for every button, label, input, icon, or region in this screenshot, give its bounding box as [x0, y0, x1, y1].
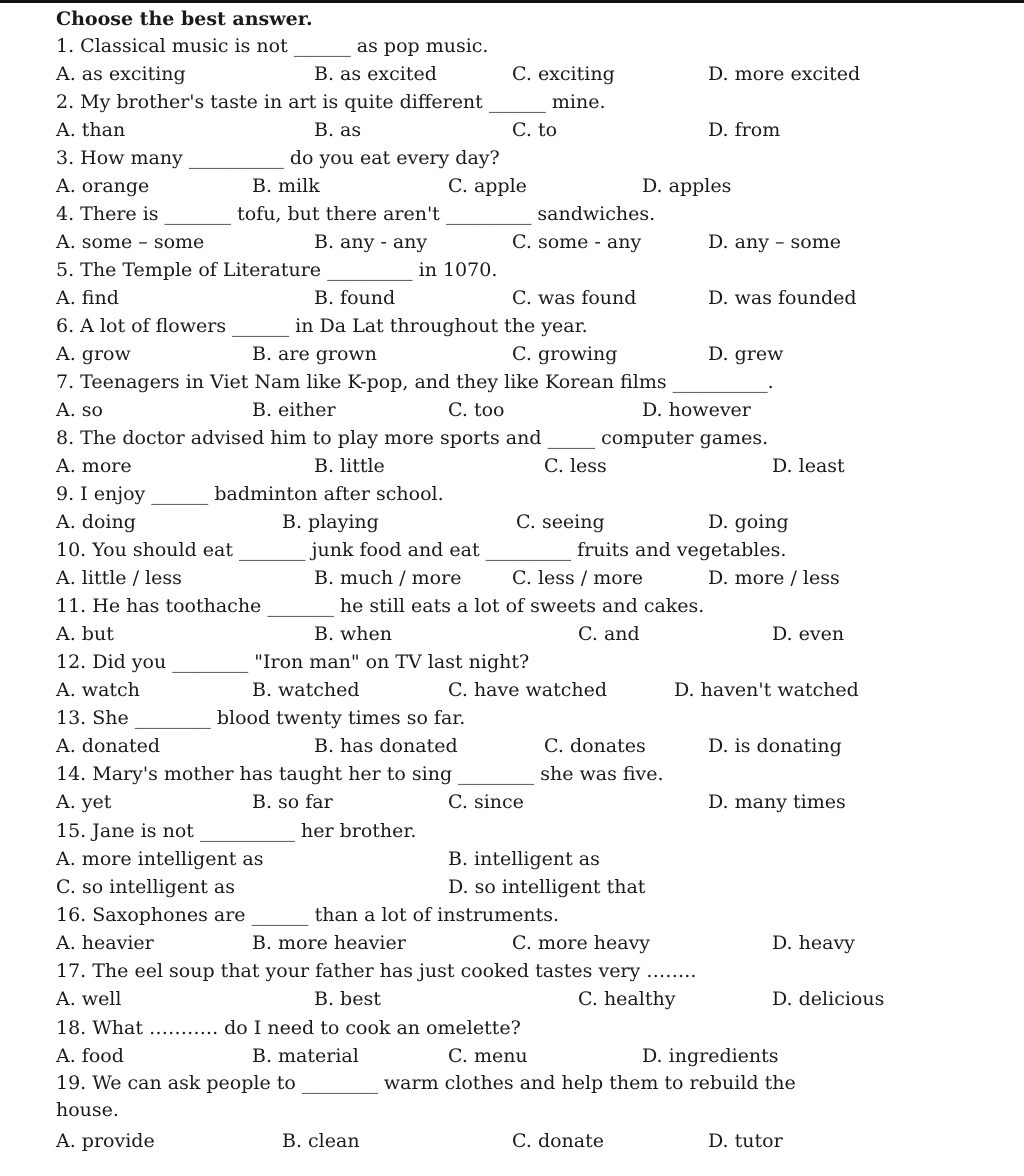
option-6d[interactable]: D. grew	[708, 343, 784, 365]
option-12d[interactable]: D. haven't watched	[674, 679, 859, 701]
option-15a[interactable]: A. more intelligent as	[56, 848, 264, 870]
option-14b[interactable]: B. so far	[252, 791, 333, 813]
question-17: 17. The eel soup that your father has just cooked tastes very ……..	[56, 960, 697, 982]
option-16c[interactable]: C. more heavy	[512, 932, 651, 954]
options-3	[56, 172, 986, 200]
option-18c[interactable]: C. menu	[448, 1045, 528, 1067]
option-18a[interactable]: A. food	[56, 1045, 124, 1067]
option-8b[interactable]: B. little	[314, 455, 385, 477]
question-18: 18. What ……….. do I need to cook an omelette?	[56, 1017, 521, 1039]
options-1	[56, 60, 986, 88]
question-7: 7. Teenagers in Viet Nam like K-pop, and they like Korean films __________.	[56, 371, 774, 393]
option-3b[interactable]: B. milk	[252, 175, 320, 197]
option-16b[interactable]: B. more heavier	[252, 932, 406, 954]
option-6b[interactable]: B. are grown	[252, 343, 377, 365]
option-18d[interactable]: D. ingredients	[642, 1045, 779, 1067]
options-18	[56, 1042, 986, 1070]
option-19c[interactable]: C. donate	[512, 1130, 604, 1152]
option-17b[interactable]: B. best	[314, 988, 381, 1010]
options-14	[56, 788, 986, 817]
question-5: 5. The Temple of Literature _________ in 1070.	[56, 259, 498, 281]
option-1b[interactable]: B. as excited	[314, 63, 437, 85]
option-13a[interactable]: A. donated	[56, 735, 161, 757]
option-14d[interactable]: D. many times	[708, 791, 846, 813]
option-5d[interactable]: D. was founded	[708, 287, 857, 309]
option-2d[interactable]: D. from	[708, 119, 781, 141]
option-13d[interactable]: D. is donating	[708, 735, 842, 757]
option-10b[interactable]: B. much / more	[314, 567, 462, 589]
option-3d[interactable]: D. apples	[642, 175, 732, 197]
option-2b[interactable]: B. as	[314, 119, 362, 141]
option-1a[interactable]: A. as exciting	[56, 63, 186, 85]
option-17d[interactable]: D. delicious	[772, 988, 885, 1010]
options-9	[56, 508, 986, 536]
question-3: 3. How many __________ do you eat every day?	[56, 147, 500, 169]
top-border	[0, 0, 1024, 3]
option-9b[interactable]: B. playing	[282, 511, 379, 533]
option-1c[interactable]: C. exciting	[512, 63, 615, 85]
option-9c[interactable]: C. seeing	[516, 511, 605, 533]
question-2: 2. My brother's taste in art is quite different ______ mine.	[56, 91, 606, 113]
question-1: 1. Classical music is not ______ as pop music.	[56, 35, 489, 57]
option-2a[interactable]: A. than	[56, 119, 126, 141]
option-15c[interactable]: C. so intelligent as	[56, 876, 235, 898]
options-13	[56, 732, 986, 760]
option-11d[interactable]: D. even	[772, 623, 845, 645]
options-4	[56, 228, 986, 256]
option-9a[interactable]: A. doing	[56, 511, 136, 533]
options-11	[56, 620, 986, 648]
option-5b[interactable]: B. found	[314, 287, 396, 309]
option-14a[interactable]: A. yet	[56, 791, 112, 813]
option-12a[interactable]: A. watch	[56, 679, 140, 701]
option-15d[interactable]: D. so intelligent that	[448, 876, 646, 898]
option-11a[interactable]: A. but	[56, 623, 114, 645]
question-9: 9. I enjoy ______ badminton after school.	[56, 483, 444, 505]
option-16a[interactable]: A. heavier	[56, 932, 154, 954]
question-12: 12. Did you ________ "Iron man" on TV last night?	[56, 651, 530, 673]
option-12b[interactable]: B. watched	[252, 679, 360, 701]
option-2c[interactable]: C. to	[512, 119, 558, 141]
options-2	[56, 116, 986, 144]
options-6	[56, 340, 986, 368]
worksheet	[56, 6, 986, 1155]
question-4: 4. There is _______ tofu, but there aren't _________ sandwiches.	[56, 203, 656, 225]
option-9d[interactable]: D. going	[708, 511, 789, 533]
option-4a[interactable]: A. some – some	[56, 231, 205, 253]
question-19: 19. We can ask people to ________ warm clothes and help them to rebuild the house.	[56, 1072, 796, 1121]
options-12	[56, 676, 986, 704]
question-14: 14. Mary's mother has taught her to sing ________ she was five.	[56, 763, 664, 785]
option-13b[interactable]: B. has donated	[314, 735, 458, 757]
option-5c[interactable]: C. was found	[512, 287, 637, 309]
option-17a[interactable]: A. well	[56, 988, 122, 1010]
worksheet-title: Choose the best answer.	[56, 8, 313, 30]
options-8	[56, 452, 986, 480]
option-7a[interactable]: A. so	[56, 399, 103, 421]
option-4b[interactable]: B. any - any	[314, 231, 428, 253]
options-19	[56, 1127, 986, 1155]
option-19d[interactable]: D. tutor	[708, 1130, 783, 1152]
question-16: 16. Saxophones are ______ than a lot of instruments.	[56, 904, 560, 926]
options-15	[56, 845, 986, 901]
option-6c[interactable]: C. growing	[512, 343, 618, 365]
option-14c[interactable]: C. since	[448, 791, 524, 813]
option-8d[interactable]: D. least	[772, 455, 845, 477]
question-13: 13. She ________ blood twenty times so far.	[56, 707, 466, 729]
option-19b[interactable]: B. clean	[282, 1130, 360, 1152]
option-3c[interactable]: C. apple	[448, 175, 527, 197]
question-10: 10. You should eat _______ junk food and eat _________ fruits and vegetables.	[56, 539, 787, 561]
option-6a[interactable]: A. grow	[56, 343, 131, 365]
option-7c[interactable]: C. too	[448, 399, 505, 421]
option-8a[interactable]: A. more	[56, 455, 132, 477]
option-8c[interactable]: C. less	[544, 455, 607, 477]
option-4d[interactable]: D. any – some	[708, 231, 841, 253]
options-16	[56, 929, 986, 957]
option-18b[interactable]: B. material	[252, 1045, 359, 1067]
option-3a[interactable]: A. orange	[56, 175, 150, 197]
option-19a[interactable]: A. provide	[56, 1130, 155, 1152]
question-6: 6. A lot of flowers ______ in Da Lat throughout the year.	[56, 315, 588, 337]
option-10c[interactable]: C. less / more	[512, 567, 644, 589]
option-17c[interactable]: C. healthy	[578, 988, 676, 1010]
option-10a[interactable]: A. little / less	[56, 567, 182, 589]
options-7	[56, 396, 986, 424]
option-12c[interactable]: C. have watched	[448, 679, 608, 701]
options-10	[56, 564, 986, 592]
option-5a[interactable]: A. find	[56, 287, 119, 309]
options-5	[56, 284, 986, 312]
option-4c[interactable]: C. some - any	[512, 231, 642, 253]
option-7b[interactable]: B. either	[252, 399, 336, 421]
option-11b[interactable]: B. when	[314, 623, 393, 645]
option-10d[interactable]: D. more / less	[708, 567, 840, 589]
question-8: 8. The doctor advised him to play more sports and _____ computer games.	[56, 427, 769, 449]
question-15: 15. Jane is not __________ her brother.	[56, 820, 417, 842]
option-16d[interactable]: D. heavy	[772, 932, 855, 954]
option-11c[interactable]: C. and	[578, 623, 640, 645]
option-7d[interactable]: D. however	[642, 399, 751, 421]
option-13c[interactable]: C. donates	[544, 735, 646, 757]
option-15b[interactable]: B. intelligent as	[448, 848, 600, 870]
question-11: 11. He has toothache _______ he still eats a lot of sweets and cakes.	[56, 595, 705, 617]
options-17	[56, 985, 986, 1014]
option-1d[interactable]: D. more excited	[708, 63, 861, 85]
